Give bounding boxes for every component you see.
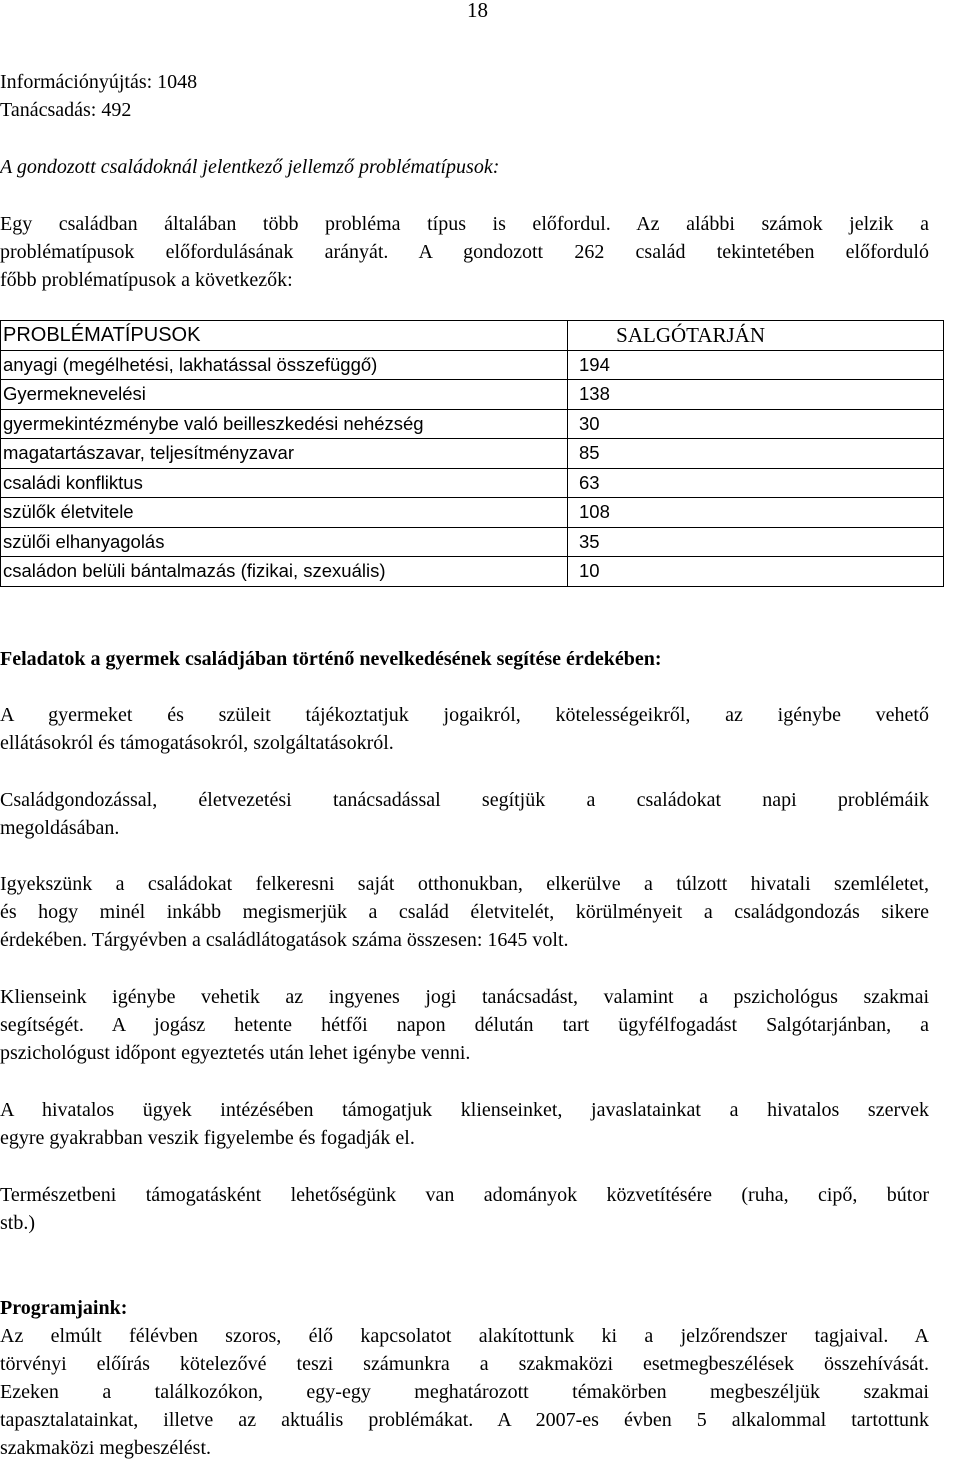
table-header-row (1, 321, 944, 351)
paragraph-line: Családgondozással, életvezetési tanácsadással segítjük a családokat napi problémáik (0, 789, 929, 811)
paragraph-rights (0, 701, 929, 757)
table-row (1, 498, 944, 528)
paragraph-line: törvényi előírás kötelezővé teszi számunkra a szakmaközi esetmegbeszélések összehívását. (0, 1353, 929, 1375)
table-row (1, 380, 944, 410)
paragraph-line: ellátásokról és támogatásokról, szolgáltatásokról. (0, 732, 394, 754)
row-value: 194 (568, 350, 944, 380)
row-value: 85 (568, 439, 944, 469)
programs-heading-text: Programjaink: (0, 1297, 128, 1319)
paragraph-line: stb.) (0, 1212, 35, 1234)
paragraph-line: A hivatalos ügyek intézésében támogatjuk klienseinket, javaslatainkat a hivatalos szervek (0, 1099, 929, 1121)
header-problem-types: PROBLÉMATÍPUSOK (1, 321, 568, 351)
paragraph-line: szakmaközi megbeszélést. (0, 1437, 212, 1459)
intro-paragraph (0, 210, 929, 294)
row-value: 138 (568, 380, 944, 410)
stat-information: Információnyújtás: 1048 (0, 71, 198, 93)
table-row (1, 468, 944, 498)
row-label: anyagi (megélhetési, lakhatással összefüggő) (1, 350, 568, 380)
problem-types-table (0, 320, 944, 587)
paragraph-official-matters (0, 1096, 929, 1152)
header-salgotarjan: SALGÓTARJÁN (568, 321, 944, 351)
paragraph-line: Igyekszünk a családokat felkeresni saját otthonukban, elkerülve a túlzott hivatali szemléletet, (0, 873, 929, 895)
table-row (1, 557, 944, 587)
paragraph-line: segítségét. A jogász hetente hétfői napon délután tart ügyfélfogadást Salgótarjánban, a (0, 1014, 929, 1036)
paragraph-line: Klienseink igénybe vehetik az ingyenes jogi tanácsadást, valamint a pszichológus szakmai (0, 986, 929, 1008)
paragraph-line: tapasztalatainkat, illetve az aktuális problémákat. A 2007-es évben 5 alkalommal tartottunk (0, 1409, 929, 1431)
stat-counseling: Tanácsadás: 492 (0, 99, 132, 121)
problems-heading (0, 153, 929, 181)
programs-heading (0, 1294, 929, 1322)
paragraph-line: egyre gyakrabban veszik figyelembe és fogadják el. (0, 1127, 415, 1149)
paragraph-line: Természetbeni támogatásként lehetőségünk van adományok közvetítésére (ruha, cipő, bútor (0, 1184, 929, 1206)
paragraph-line: A gyermeket és szüleit tájékoztatjuk jogaikról, kötelességeikről, az igénybe vehető (0, 704, 929, 726)
paragraph-line: érdekében. Tárgyévben a családlátogatások száma összesen: 1645 volt. (0, 929, 569, 951)
paragraph-line: Ezeken a találkozókon, egy-egy meghatározott témakörben megbeszéljük szakmai (0, 1381, 929, 1403)
tasks-heading-text: Feladatok a gyermek családjában történő nevelkedésének segítése érdekében: (0, 648, 662, 670)
paragraph-programs (0, 1322, 929, 1462)
row-value: 30 (568, 409, 944, 439)
row-label: gyermekintézménybe való beilleszkedési nehézség (1, 409, 568, 439)
table-row (1, 527, 944, 557)
paragraph-line: pszichológust időpont egyeztetés után lehet igénybe venni. (0, 1042, 471, 1064)
row-label: magatartászavar, teljesítményzavar (1, 439, 568, 469)
paragraph-legal-aid (0, 983, 929, 1067)
paragraph-line: és hogy minél inkább megismerjük a család életvitelét, körülményeit a családgondozás sikere (0, 901, 929, 923)
table-row (1, 409, 944, 439)
row-value: 108 (568, 498, 944, 528)
paragraph-line: Az elmúlt félévben szoros, élő kapcsolatot alakítottunk ki a jelzőrendszer tagjaival. A (0, 1325, 929, 1347)
row-label: szülői elhanyagolás (1, 527, 568, 557)
row-label: szülők életvitele (1, 498, 568, 528)
page-number: 18 (467, 0, 488, 22)
row-value: 10 (568, 557, 944, 587)
row-value: 35 (568, 527, 944, 557)
intro-line-1: Egy családban általában több probléma típus is előfordul. Az alábbi számok jelzik a (0, 213, 929, 235)
tasks-heading (0, 645, 929, 673)
paragraph-line: megoldásában. (0, 817, 120, 839)
table-row (1, 350, 944, 380)
table-row (1, 439, 944, 469)
intro-line-3: főbb problématípusok a következők: (0, 269, 293, 291)
problems-heading-text: A gondozott családoknál jelentkező jellemző problématípusok: (0, 156, 500, 178)
intro-line-2: problématípusok előfordulásának arányát. A gondozott 262 család tekintetében előforduló (0, 241, 929, 263)
paragraph-home-visits (0, 870, 929, 954)
row-label: családi konfliktus (1, 468, 568, 498)
row-value: 63 (568, 468, 944, 498)
row-label: családon belüli bántalmazás (fizikai, szexuális) (1, 557, 568, 587)
paragraph-family-care (0, 786, 929, 842)
row-label: Gyermeknevelési (1, 380, 568, 410)
paragraph-donations (0, 1181, 929, 1237)
